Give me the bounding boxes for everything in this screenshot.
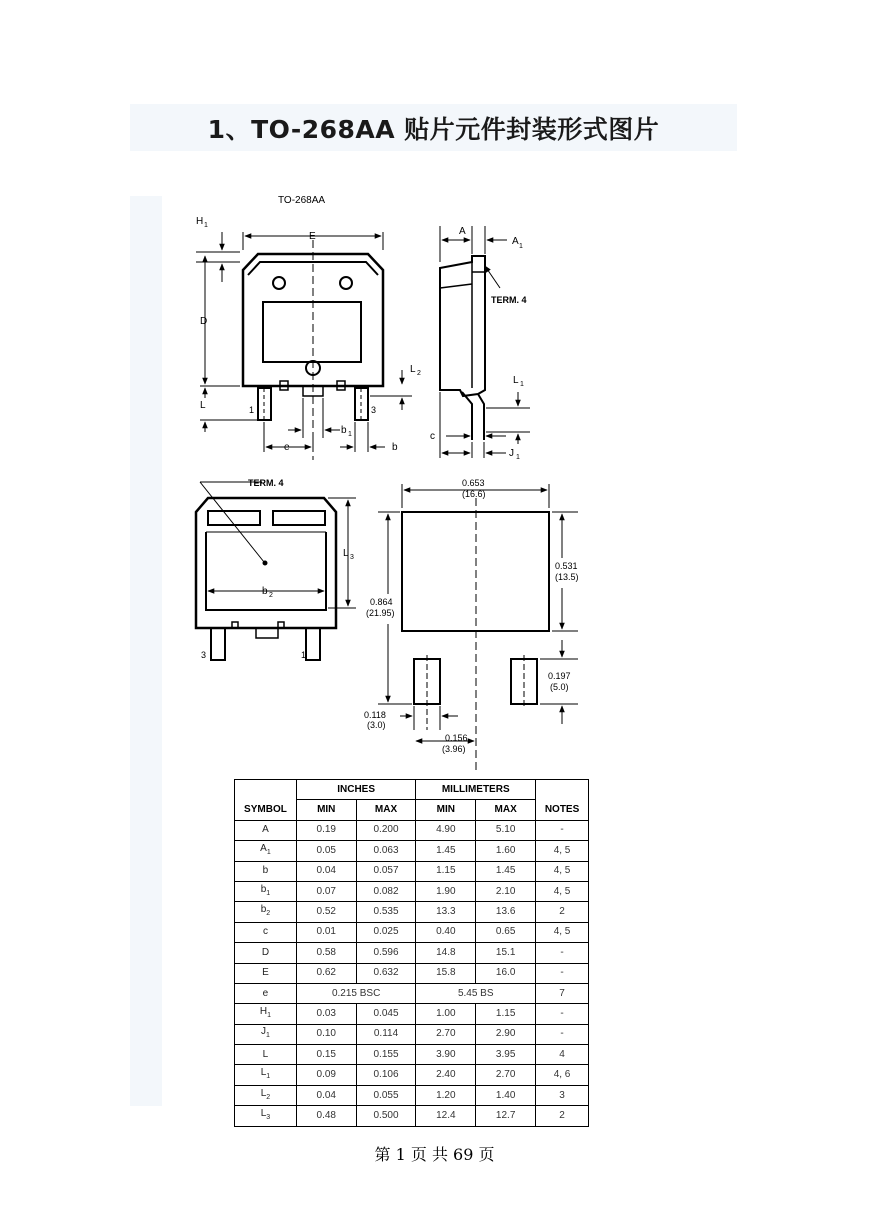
- cell-mm-min: 15.8: [416, 963, 476, 983]
- table-body: [235, 820, 589, 1126]
- label-term4-bottom: TERM. 4: [248, 478, 284, 488]
- label-c: c: [430, 431, 435, 442]
- table-row: [235, 902, 589, 922]
- cell-in-max: 0.155: [356, 1045, 416, 1065]
- cell-notes: 7: [536, 983, 589, 1003]
- label-a1-sub: 1: [519, 243, 523, 250]
- label-h1-sub: 1: [204, 222, 208, 229]
- cell-symbol: [235, 841, 297, 861]
- table-row: [235, 943, 589, 963]
- label-l: L: [200, 400, 206, 411]
- cell-in-min: 0.52: [296, 902, 356, 922]
- label-b2-sub: 2: [269, 592, 273, 599]
- table-row: [235, 1106, 589, 1126]
- table-row: [235, 963, 589, 983]
- table-row: [235, 1085, 589, 1105]
- cell-symbol: [235, 861, 297, 881]
- table-row: [235, 1065, 589, 1085]
- page-footer: 第 1 页 共 69 页: [374, 1145, 495, 1164]
- side-view: [440, 226, 530, 458]
- cell-notes: 2: [536, 1106, 589, 1126]
- label-b1: b: [341, 425, 347, 436]
- cell-in-max: 0.106: [356, 1065, 416, 1085]
- bottom-view: [196, 482, 356, 660]
- label-l3-sub: 3: [350, 554, 354, 561]
- cell-in-max: 0.596: [356, 943, 416, 963]
- header-millimeters: MILLIMETERS: [416, 780, 536, 800]
- label-fp-total-mm: (21.95): [366, 608, 395, 618]
- symbol-letter: E: [262, 967, 269, 979]
- cell-mm-max: 1.60: [476, 841, 536, 861]
- cell-notes: -: [536, 963, 589, 983]
- symbol-subscript: 1: [267, 1011, 271, 1019]
- cell-mm-max: 13.6: [476, 902, 536, 922]
- cell-in-max: 0.114: [356, 1024, 416, 1044]
- cell-mm-min: 0.40: [416, 922, 476, 942]
- header-in-min: MIN: [296, 800, 356, 820]
- cell-mm-max: 2.10: [476, 881, 536, 901]
- label-fp-width-mm: (16.6): [462, 489, 486, 499]
- cell-mm-max: 15.1: [476, 943, 536, 963]
- cell-notes: 4, 5: [536, 861, 589, 881]
- package-name: TO-268AA: [278, 195, 326, 206]
- cell-mm-min: 4.90: [416, 820, 476, 840]
- cell-mm-min: 1.15: [416, 861, 476, 881]
- label-fp-pad-mm: (13.5): [555, 572, 579, 582]
- symbol-letter: b: [260, 883, 267, 895]
- header-notes: NOTES: [536, 780, 589, 821]
- cell-notes: -: [536, 1024, 589, 1044]
- cell-mm-max: 2.90: [476, 1024, 536, 1044]
- label-fp-small-pad-in: 0.197: [548, 671, 571, 681]
- label-b: b: [392, 442, 398, 453]
- label-j1: J: [509, 448, 514, 459]
- cell-mm-min: 2.70: [416, 1024, 476, 1044]
- label-fp-pitch-mm: (3.96): [442, 744, 466, 754]
- cell-symbol: [235, 1024, 297, 1044]
- symbol-letter: J: [260, 1026, 266, 1038]
- cell-mm-max: 12.7: [476, 1106, 536, 1126]
- label-fp-small-w-in: 0.118: [364, 710, 386, 720]
- cell-mm-max: 16.0: [476, 963, 536, 983]
- table-row: [235, 820, 589, 840]
- label-pin-3-bottom: 3: [201, 650, 207, 660]
- label-l1: L: [513, 375, 519, 386]
- label-fp-width-in: 0.653: [462, 478, 485, 488]
- table-row: [235, 1024, 589, 1044]
- footprint-view: [378, 484, 578, 770]
- label-a: A: [459, 226, 466, 237]
- cell-in-min: 0.62: [296, 963, 356, 983]
- table-header-row-1: [235, 780, 589, 800]
- footprint-labels: [364, 478, 579, 754]
- cell-in-max: 0.200: [356, 820, 416, 840]
- label-fp-pitch-in: 0.156: [445, 733, 468, 743]
- cell-mm-min: 1.20: [416, 1085, 476, 1105]
- cell-in-min: 0.10: [296, 1024, 356, 1044]
- label-pin-1-bottom: 1: [301, 650, 307, 660]
- label-a1: A: [512, 236, 519, 247]
- cell-mm-min: 1.45: [416, 841, 476, 861]
- symbol-letter: D: [261, 946, 270, 958]
- cell-symbol: [235, 1045, 297, 1065]
- symbol-letter: c: [262, 926, 268, 938]
- header-mm-max: MAX: [476, 800, 536, 820]
- page-title: 1、TO-268AA 贴片元件封装形式图片: [207, 114, 660, 144]
- cell-notes: 4, 6: [536, 1065, 589, 1085]
- label-e-pitch: e: [284, 442, 290, 453]
- label-d: D: [200, 316, 208, 327]
- label-h1: H: [196, 216, 204, 227]
- cell-notes: 3: [536, 1085, 589, 1105]
- table-row: [235, 1045, 589, 1065]
- cell-mm-bsc: 5.45 BS: [416, 983, 536, 1003]
- cell-in-min: 0.48: [296, 1106, 356, 1126]
- cell-symbol: [235, 1085, 297, 1105]
- label-fp-small-w-mm: (3.0): [367, 720, 386, 730]
- cell-notes: 4: [536, 1045, 589, 1065]
- symbol-subscript: 2: [266, 1093, 271, 1101]
- label-fp-pad-in: 0.531: [555, 561, 578, 571]
- cell-notes: 4, 5: [536, 922, 589, 942]
- label-e-width: E: [309, 231, 316, 242]
- symbol-subscript: 1: [266, 848, 271, 856]
- cell-in-max: 0.082: [356, 881, 416, 901]
- cell-in-min: 0.19: [296, 820, 356, 840]
- table-row: [235, 861, 589, 881]
- cell-notes: -: [536, 943, 589, 963]
- cell-in-max: 0.535: [356, 902, 416, 922]
- symbol-letter: L: [262, 1048, 269, 1060]
- cell-mm-max: 3.95: [476, 1045, 536, 1065]
- dimension-table: [234, 779, 589, 1127]
- label-l3: L: [343, 548, 349, 559]
- cell-mm-min: 2.40: [416, 1065, 476, 1085]
- symbol-subscript: 3: [266, 1113, 271, 1121]
- symbol-subscript: 1: [266, 1073, 271, 1081]
- header-mm-min: MIN: [416, 800, 476, 820]
- cell-symbol: [235, 1004, 297, 1024]
- cell-in-max: 0.055: [356, 1085, 416, 1105]
- cell-in-min: 0.09: [296, 1065, 356, 1085]
- cell-in-max: 0.063: [356, 841, 416, 861]
- cell-symbol: [235, 1106, 297, 1126]
- side-view-labels: [430, 226, 527, 461]
- cell-symbol: [235, 963, 297, 983]
- table-row: [235, 1004, 589, 1024]
- cell-in-max: 0.057: [356, 861, 416, 881]
- cell-mm-min: 14.8: [416, 943, 476, 963]
- symbol-letter: b: [260, 904, 267, 916]
- cell-in-min: 0.04: [296, 1085, 356, 1105]
- cell-mm-max: 1.40: [476, 1085, 536, 1105]
- cell-symbol: [235, 983, 297, 1003]
- header-in-max: MAX: [356, 800, 416, 820]
- label-fp-small-pad-mm: (5.0): [550, 682, 569, 692]
- cell-mm-max: 1.45: [476, 861, 536, 881]
- cell-notes: 4, 5: [536, 881, 589, 901]
- cell-mm-min: 3.90: [416, 1045, 476, 1065]
- table-row: [235, 881, 589, 901]
- symbol-letter: A: [260, 842, 267, 854]
- label-l2-sub: 2: [417, 370, 421, 377]
- cell-in-min: 0.07: [296, 881, 356, 901]
- symbol-letter: e: [262, 987, 269, 999]
- cell-symbol: [235, 902, 297, 922]
- cell-in-min: 0.03: [296, 1004, 356, 1024]
- symbol-subscript: 1: [266, 889, 271, 897]
- cell-mm-min: 1.00: [416, 1004, 476, 1024]
- cell-in-min: 0.01: [296, 922, 356, 942]
- cell-mm-max: 5.10: [476, 820, 536, 840]
- symbol-subscript: 1: [265, 1032, 270, 1040]
- cell-in-min: 0.58: [296, 943, 356, 963]
- label-l1-sub: 1: [520, 381, 524, 388]
- label-pin-1: 1: [249, 405, 255, 415]
- table-row: [235, 841, 589, 861]
- cell-in-min: 0.05: [296, 841, 356, 861]
- label-j1-sub: 1: [516, 454, 520, 461]
- cell-mm-min: 12.4: [416, 1106, 476, 1126]
- cell-mm-max: 1.15: [476, 1004, 536, 1024]
- cell-mm-min: 13.3: [416, 902, 476, 922]
- label-b2: b: [262, 586, 268, 597]
- cell-in-min: 0.04: [296, 861, 356, 881]
- cell-mm-max: 2.70: [476, 1065, 536, 1085]
- cell-notes: 4, 5: [536, 841, 589, 861]
- cell-in-max: 0.025: [356, 922, 416, 942]
- symbol-subscript: 2: [266, 910, 271, 918]
- cell-symbol: [235, 1065, 297, 1085]
- cell-inches-bsc: 0.215 BSC: [296, 983, 416, 1003]
- front-view: [196, 232, 412, 460]
- label-fp-total-in: 0.864: [370, 597, 393, 607]
- label-l2: L: [410, 364, 416, 375]
- symbol-letter: b: [262, 865, 269, 877]
- symbol-letter: L: [260, 1067, 267, 1079]
- cell-mm-max: 0.65: [476, 922, 536, 942]
- cell-symbol: [235, 820, 297, 840]
- label-b1-sub: 1: [348, 431, 352, 438]
- table-row: [235, 922, 589, 942]
- header-symbol: SYMBOL: [235, 780, 297, 821]
- symbol-letter: L: [260, 1087, 267, 1099]
- label-term4-side: TERM. 4: [491, 295, 527, 305]
- cell-mm-min: 1.90: [416, 881, 476, 901]
- cell-in-max: 0.045: [356, 1004, 416, 1024]
- cell-in-min: 0.15: [296, 1045, 356, 1065]
- header-inches: INCHES: [296, 780, 416, 800]
- cell-symbol: [235, 881, 297, 901]
- label-pin-3: 3: [371, 405, 377, 415]
- symbol-letter: L: [260, 1107, 267, 1119]
- cell-symbol: [235, 922, 297, 942]
- cell-notes: -: [536, 1004, 589, 1024]
- cell-in-max: 0.500: [356, 1106, 416, 1126]
- cell-notes: -: [536, 820, 589, 840]
- cell-notes: 2: [536, 902, 589, 922]
- cell-in-max: 0.632: [356, 963, 416, 983]
- table-row: [235, 983, 589, 1003]
- cell-symbol: [235, 943, 297, 963]
- symbol-letter: H: [259, 1005, 268, 1017]
- symbol-letter: A: [262, 824, 269, 836]
